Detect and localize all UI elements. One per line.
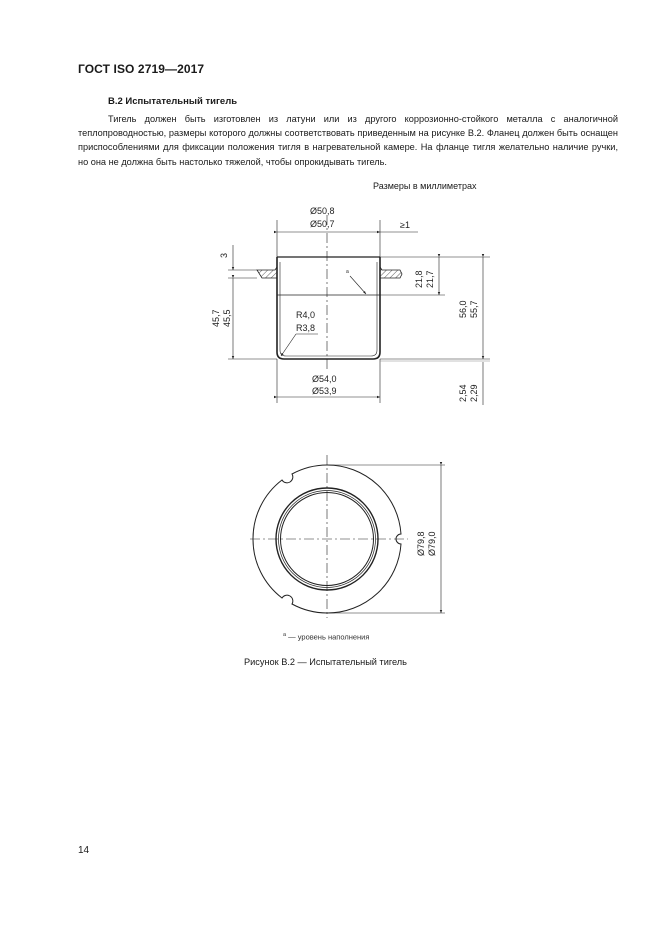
- total-height-max: 56,0: [458, 300, 468, 318]
- fill-depth-max: 21,8: [414, 270, 424, 288]
- flange-diameter-max: Ø79,8: [416, 531, 426, 556]
- section-title: B.2 Испытательный тигель: [108, 96, 238, 107]
- side-view: [228, 215, 490, 405]
- flange-diameter-min: Ø79,0: [427, 531, 437, 556]
- inner-height-max: 45,7: [211, 309, 221, 327]
- fill-level-marker: a: [346, 269, 349, 275]
- footnote-marker: a: [283, 632, 287, 638]
- inner-height-min: 45,5: [222, 309, 232, 327]
- inner-diameter-min: Ø50,7: [310, 219, 335, 229]
- outer-diameter-min: Ø53,9: [312, 386, 337, 396]
- paragraph-text: Тигель должен быть изготовлен из латуни или из другого коррозионно-стойкого металла с аналогичной теплопроводностью, размеры которого должны соответствовать приведенным на рисунке B.2. Фланец должен быть оснащен приспособлениями для фиксации положения тигля в нагревательной камере. На фланце тигля желательно наличие ручки, но она не должна быть настолько тяжелой, чтобы опрокидывать тигель.: [78, 114, 618, 167]
- radius-min: R3,8: [296, 323, 316, 333]
- outer-diameter-max: Ø54,0: [312, 374, 337, 384]
- figure-footnote: [283, 632, 369, 642]
- flange-thickness: 3: [219, 252, 229, 258]
- bottom-thickness-min: 2,29: [469, 384, 479, 402]
- radius-max: R4,0: [296, 310, 316, 320]
- inner-diameter-max: Ø50,8: [310, 206, 335, 216]
- document-header: ГОСТ ISO 2719—2017: [78, 62, 205, 76]
- total-height-min: 55,7: [469, 300, 479, 318]
- bottom-thickness-max: 2,54: [458, 384, 468, 402]
- page-number: 14: [78, 845, 90, 856]
- top-view-labels: [416, 531, 437, 556]
- side-view-labels: [211, 206, 479, 402]
- footnote-text: — уровень наполнения: [286, 632, 370, 642]
- figure-caption: Рисунок B.2 — Испытательный тигель: [244, 657, 407, 667]
- fill-depth-min: 21,7: [425, 270, 435, 288]
- units-note: Размеры в миллиметрах: [373, 181, 477, 191]
- flange-width: ≥1: [400, 220, 410, 230]
